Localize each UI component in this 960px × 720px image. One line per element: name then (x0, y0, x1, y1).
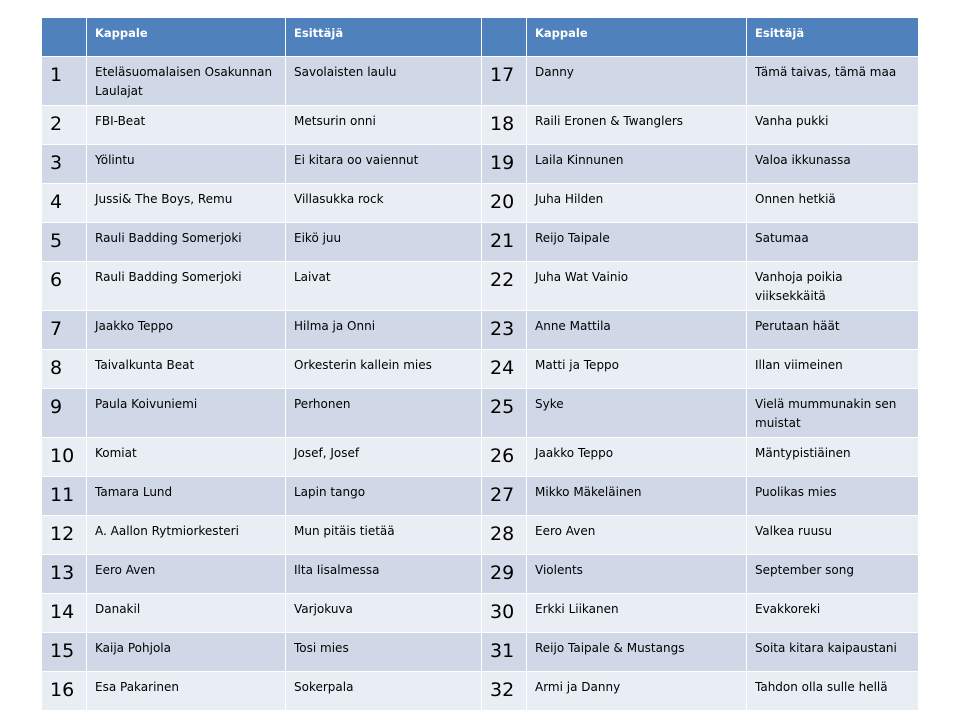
table-row (42, 223, 919, 262)
row-number-left: 1 (42, 57, 87, 106)
kappale-cell-right: Reijo Taipale (527, 223, 747, 262)
kappale-cell-right: Matti ja Teppo (527, 350, 747, 389)
kappale-cell-right: Armi ja Danny (527, 672, 747, 711)
row-number-left: 11 (42, 477, 87, 516)
table-row (42, 389, 919, 438)
esittaja-cell-left: Orkesterin kallein mies (286, 350, 482, 389)
kappale-cell-left: Rauli Badding Somerjoki (87, 223, 286, 262)
kappale-cell-left: Taivalkunta Beat (87, 350, 286, 389)
esittaja-cell-left: Ei kitara oo vaiennut (286, 145, 482, 184)
kappale-cell-right: Anne Mattila (527, 311, 747, 350)
esittaja-cell-right: Evakkoreki (747, 594, 919, 633)
row-number-left: 14 (42, 594, 87, 633)
kappale-cell-right: Eero Aven (527, 516, 747, 555)
song-table (41, 17, 919, 711)
row-number-left: 3 (42, 145, 87, 184)
kappale-cell-right: Juha Wat Vainio (527, 262, 747, 311)
kappale-cell-left: Danakil (87, 594, 286, 633)
table-row (42, 262, 919, 311)
row-number-right: 24 (482, 350, 527, 389)
kappale-cell-right: Raili Eronen & Twanglers (527, 106, 747, 145)
kappale-cell-left: Jaakko Teppo (87, 311, 286, 350)
kappale-cell-right: Danny (527, 57, 747, 106)
esittaja-cell-right: Soita kitara kaipaustani (747, 633, 919, 672)
table-row (42, 633, 919, 672)
row-number-right: 20 (482, 184, 527, 223)
kappale-cell-right: Erkki Liikanen (527, 594, 747, 633)
esittaja-cell-left: Laivat (286, 262, 482, 311)
esittaja-cell-right: Puolikas mies (747, 477, 919, 516)
kappale-cell-left: Eero Aven (87, 555, 286, 594)
header-kappale-right: Kappale (527, 18, 747, 57)
esittaja-cell-right: Onnen hetkiä (747, 184, 919, 223)
header-kappale-left: Kappale (87, 18, 286, 57)
esittaja-cell-left: Villasukka rock (286, 184, 482, 223)
row-number-left: 6 (42, 262, 87, 311)
esittaja-cell-left: Eikö juu (286, 223, 482, 262)
esittaja-cell-right: Tämä taivas, tämä maa (747, 57, 919, 106)
row-number-right: 22 (482, 262, 527, 311)
row-number-right: 23 (482, 311, 527, 350)
kappale-cell-right: Laila Kinnunen (527, 145, 747, 184)
row-number-right: 26 (482, 438, 527, 477)
esittaja-cell-left: Perhonen (286, 389, 482, 438)
row-number-left: 2 (42, 106, 87, 145)
row-number-left: 5 (42, 223, 87, 262)
table-row (42, 594, 919, 633)
table-row (42, 350, 919, 389)
table-row (42, 311, 919, 350)
row-number-right: 27 (482, 477, 527, 516)
esittaja-cell-left: Tosi mies (286, 633, 482, 672)
kappale-cell-right: Reijo Taipale & Mustangs (527, 633, 747, 672)
table-row (42, 57, 919, 106)
table-row (42, 672, 919, 711)
row-number-left: 16 (42, 672, 87, 711)
row-number-right: 31 (482, 633, 527, 672)
header-esittaja-left: Esittäjä (286, 18, 482, 57)
kappale-cell-right: Violents (527, 555, 747, 594)
table-row (42, 145, 919, 184)
esittaja-cell-right: Valkea ruusu (747, 516, 919, 555)
table-row (42, 438, 919, 477)
row-number-left: 9 (42, 389, 87, 438)
kappale-cell-left: Paula Koivuniemi (87, 389, 286, 438)
row-number-right: 32 (482, 672, 527, 711)
esittaja-cell-right: Perutaan häät (747, 311, 919, 350)
kappale-cell-right: Juha Hilden (527, 184, 747, 223)
esittaja-cell-left: Lapin tango (286, 477, 482, 516)
row-number-right: 30 (482, 594, 527, 633)
row-number-right: 17 (482, 57, 527, 106)
table-header (42, 18, 919, 57)
esittaja-cell-left: Josef, Josef (286, 438, 482, 477)
table-row (42, 184, 919, 223)
row-number-right: 19 (482, 145, 527, 184)
esittaja-cell-right: Vanha pukki (747, 106, 919, 145)
esittaja-cell-left: Metsurin onni (286, 106, 482, 145)
kappale-cell-left: Kaija Pohjola (87, 633, 286, 672)
row-number-left: 8 (42, 350, 87, 389)
table-row (42, 555, 919, 594)
header-esittaja-right: Esittäjä (747, 18, 919, 57)
table-row (42, 106, 919, 145)
row-number-left: 7 (42, 311, 87, 350)
kappale-cell-left: FBI-Beat (87, 106, 286, 145)
esittaja-cell-left: Sokerpala (286, 672, 482, 711)
row-number-left: 10 (42, 438, 87, 477)
kappale-cell-left: Jussi& The Boys, Remu (87, 184, 286, 223)
row-number-right: 28 (482, 516, 527, 555)
header-number-right (482, 18, 527, 57)
esittaja-cell-left: Ilta Iisalmessa (286, 555, 482, 594)
row-number-left: 13 (42, 555, 87, 594)
esittaja-cell-right: September song (747, 555, 919, 594)
kappale-cell-left: Yölintu (87, 145, 286, 184)
esittaja-cell-left: Hilma ja Onni (286, 311, 482, 350)
kappale-cell-left: Eteläsuomalaisen Osakunnan Laulajat (87, 57, 286, 106)
table-body (42, 57, 919, 711)
kappale-cell-left: A. Aallon Rytmiorkesteri (87, 516, 286, 555)
kappale-cell-left: Esa Pakarinen (87, 672, 286, 711)
kappale-cell-left: Rauli Badding Somerjoki (87, 262, 286, 311)
esittaja-cell-right: Tahdon olla sulle hellä (747, 672, 919, 711)
esittaja-cell-right: Vanhoja poikia viiksekkäitä (747, 262, 919, 311)
esittaja-cell-left: Mun pitäis tietää (286, 516, 482, 555)
kappale-cell-right: Mikko Mäkeläinen (527, 477, 747, 516)
kappale-cell-left: Tamara Lund (87, 477, 286, 516)
row-number-right: 25 (482, 389, 527, 438)
esittaja-cell-right: Illan viimeinen (747, 350, 919, 389)
row-number-left: 4 (42, 184, 87, 223)
esittaja-cell-right: Satumaa (747, 223, 919, 262)
esittaja-cell-left: Savolaisten laulu (286, 57, 482, 106)
esittaja-cell-right: Mäntypistiäinen (747, 438, 919, 477)
esittaja-cell-right: Vielä mummunakin sen muistat (747, 389, 919, 438)
esittaja-cell-left: Varjokuva (286, 594, 482, 633)
kappale-cell-right: Jaakko Teppo (527, 438, 747, 477)
row-number-left: 12 (42, 516, 87, 555)
row-number-right: 29 (482, 555, 527, 594)
kappale-cell-right: Syke (527, 389, 747, 438)
header-row (42, 18, 919, 57)
kappale-cell-left: Komiat (87, 438, 286, 477)
row-number-right: 21 (482, 223, 527, 262)
row-number-right: 18 (482, 106, 527, 145)
table-row (42, 477, 919, 516)
row-number-left: 15 (42, 633, 87, 672)
header-number-left (42, 18, 87, 57)
table-row (42, 516, 919, 555)
esittaja-cell-right: Valoa ikkunassa (747, 145, 919, 184)
